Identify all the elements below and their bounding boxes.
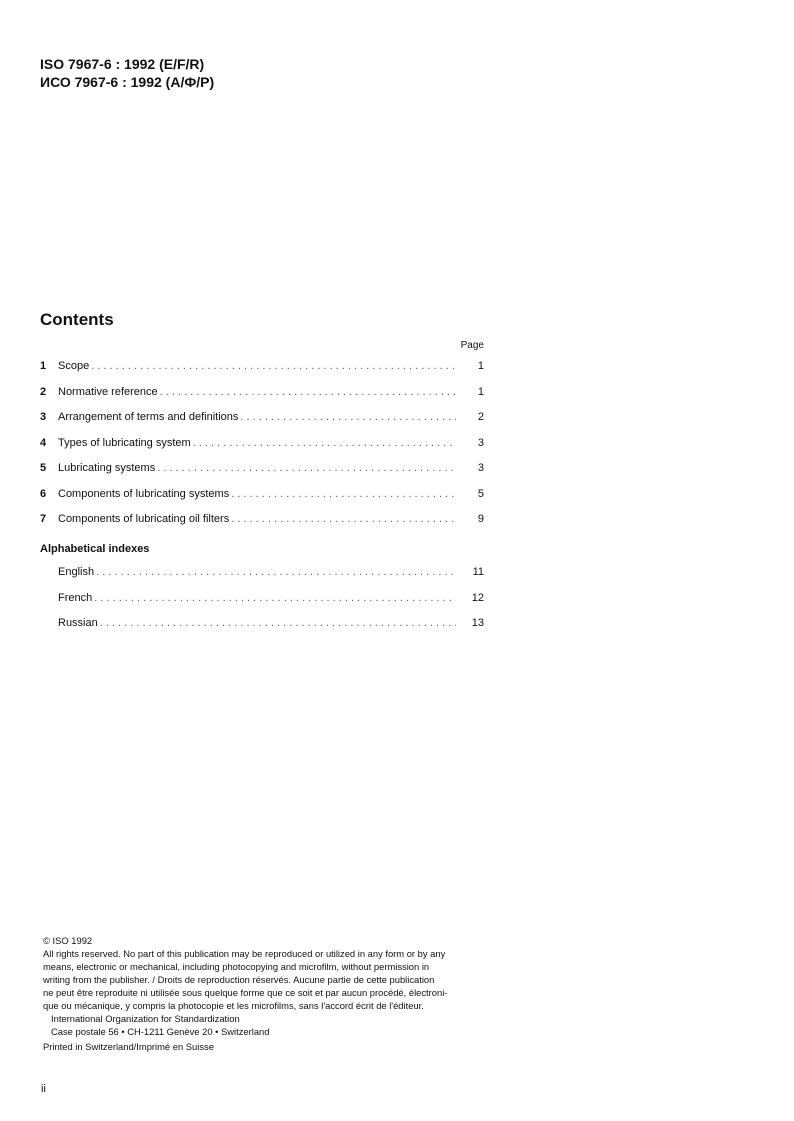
rights-text: means, electronic or mechanical, including photocopying and microfilm, without permission in — [43, 961, 430, 972]
toc-entry-components-systems[interactable] — [40, 488, 484, 514]
index-page: 12 — [471, 591, 484, 604]
toc-number: 6 — [40, 487, 47, 500]
toc-number: 5 — [40, 462, 47, 474]
toc-entry-arrangement[interactable] — [40, 411, 484, 437]
toc-page: 1 — [477, 385, 484, 398]
document-header — [40, 55, 214, 91]
organization-name: International Organization for Standardization — [51, 1013, 240, 1024]
index-entry-english[interactable] — [58, 566, 484, 592]
toc-entry-scope[interactable] — [40, 360, 484, 386]
dot-leader — [160, 386, 456, 398]
standard-number-latin: ISO 7967-6 : 1992 (E/F/R) — [40, 56, 205, 72]
printed-in: Printed in Switzerland/Imprimé en Suisse — [43, 1041, 214, 1052]
dot-leader — [240, 411, 456, 423]
index-title: Russian — [58, 617, 98, 629]
dot-leader — [96, 566, 456, 578]
index-page: 11 — [472, 566, 484, 578]
toc-number: 4 — [40, 436, 47, 449]
dot-leader — [157, 462, 456, 474]
dot-leader — [231, 488, 456, 500]
toc-title: Components of lubricating systems — [58, 487, 230, 500]
toc-entry-normative-reference[interactable] — [40, 386, 484, 412]
toc-title: Types of lubricating system — [58, 436, 191, 449]
alphabetical-indexes-heading: Alphabetical indexes — [40, 543, 150, 555]
table-of-contents — [40, 360, 484, 539]
page-column-label: Page — [460, 340, 484, 351]
toc-number: 1 — [40, 360, 47, 372]
dot-leader — [193, 437, 456, 449]
toc-title: Scope — [58, 360, 90, 372]
page-number: ii — [41, 1083, 46, 1095]
index-title: French — [58, 591, 93, 604]
index-entry-french[interactable] — [58, 592, 484, 618]
copyright-line: © ISO 1992 — [43, 935, 93, 946]
contents-title: Contents — [40, 310, 114, 329]
rights-text: que ou mécanique, y compris la photocopie et les microfilms, sans l'accord écrit de l'éditeur. — [43, 1000, 424, 1011]
toc-page: 3 — [477, 436, 484, 449]
toc-title: Components of lubricating oil filters — [58, 513, 230, 525]
standard-number-cyrillic: ИСО 7967-6 : 1992 (А/Ф/Р) — [40, 74, 215, 90]
toc-number: 3 — [40, 411, 47, 423]
rights-text: All rights reserved. No part of this publication may be reproduced or utilized in any form or by any — [43, 948, 446, 959]
toc-number: 2 — [40, 385, 47, 398]
rights-text: ne peut être reproduite ni utilisée sous quelque forme que ce soit et par aucun procédé, électroni- — [43, 987, 448, 998]
toc-entry-components-filters[interactable] — [40, 513, 484, 539]
toc-number: 7 — [40, 513, 47, 525]
copyright-notice — [43, 934, 486, 1053]
toc-title: Normative reference — [58, 385, 158, 398]
toc-page: 2 — [477, 411, 484, 423]
index-entry-russian[interactable] — [58, 617, 484, 643]
toc-entry-lubricating-systems[interactable] — [40, 462, 484, 488]
toc-title: Arrangement of terms and definitions — [58, 411, 239, 423]
dot-leader — [100, 617, 456, 629]
dot-leader — [91, 360, 456, 372]
toc-page: 1 — [477, 360, 484, 372]
index-title: English — [58, 566, 95, 578]
dot-leader — [94, 592, 456, 604]
index-page: 13 — [471, 617, 484, 629]
toc-page: 3 — [477, 462, 484, 474]
toc-page: 9 — [477, 513, 484, 525]
organization-address: Case postale 56 • CH-1211 Genève 20 • Switzerland — [51, 1026, 270, 1037]
toc-entry-types[interactable] — [40, 437, 484, 463]
alphabetical-indexes-list — [58, 566, 484, 643]
dot-leader — [231, 513, 456, 525]
toc-title: Lubricating systems — [58, 462, 156, 474]
rights-text: writing from the publisher. / Droits de reproduction réservés. Aucune partie de cette publication — [43, 974, 435, 985]
toc-page: 5 — [477, 487, 484, 500]
